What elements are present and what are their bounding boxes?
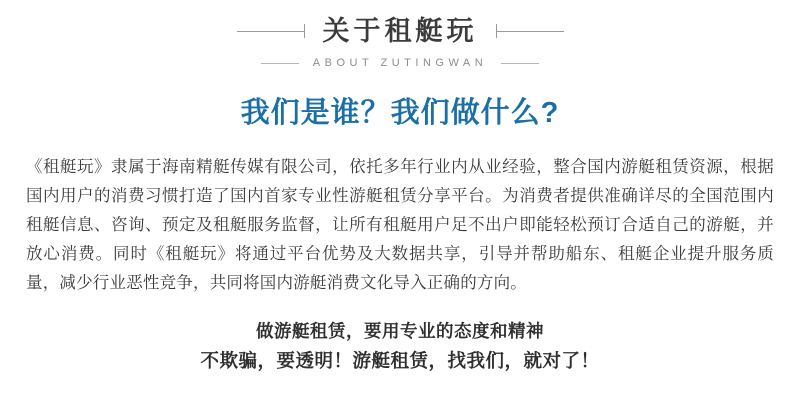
- subtitle-row: [0, 57, 800, 69]
- left-subtitle-rule: [261, 63, 299, 64]
- right-rule-decoration: [496, 31, 564, 32]
- slogan-line-2: 不欺骗，要透明！游艇租赁，找我们，就对了！: [200, 350, 600, 371]
- section-heading: 我们是谁？我们做什么?: [240, 97, 560, 129]
- about-paragraph: 《租艇玩》隶属于海南精艇传媒有限公司，依托多年行业内从业经验，整合国内游艇租赁资源，根据国内用户的消费习惯打造了国内首家专业性游艇租赁分享平台。为消费者提供准确详尽的全国范围内租艇信息、咨询、预定及租艇服务监督，让所有租艇用户足不出户即能轻松预订合适自己的游艇，并放心消费。同时《租艇玩》将通过平台优势及大数据共享，引导并帮助船东、租艇企业提升服务质量，减少行业恶性竞争，共同将国内游艇消费文化导入正确的方向。: [26, 158, 774, 292]
- slogan-block: [0, 318, 800, 375]
- right-subtitle-rule: [501, 63, 539, 64]
- page-header: [0, 0, 800, 69]
- page-title: 关于租艇玩: [322, 16, 478, 46]
- title-row: [0, 14, 800, 48]
- page-subtitle: ABOUT ZUTINGWAN: [312, 57, 488, 69]
- left-rule-decoration: [237, 31, 305, 32]
- slogan-line-1: 做游艇租赁，要用专业的态度和精神: [256, 321, 544, 341]
